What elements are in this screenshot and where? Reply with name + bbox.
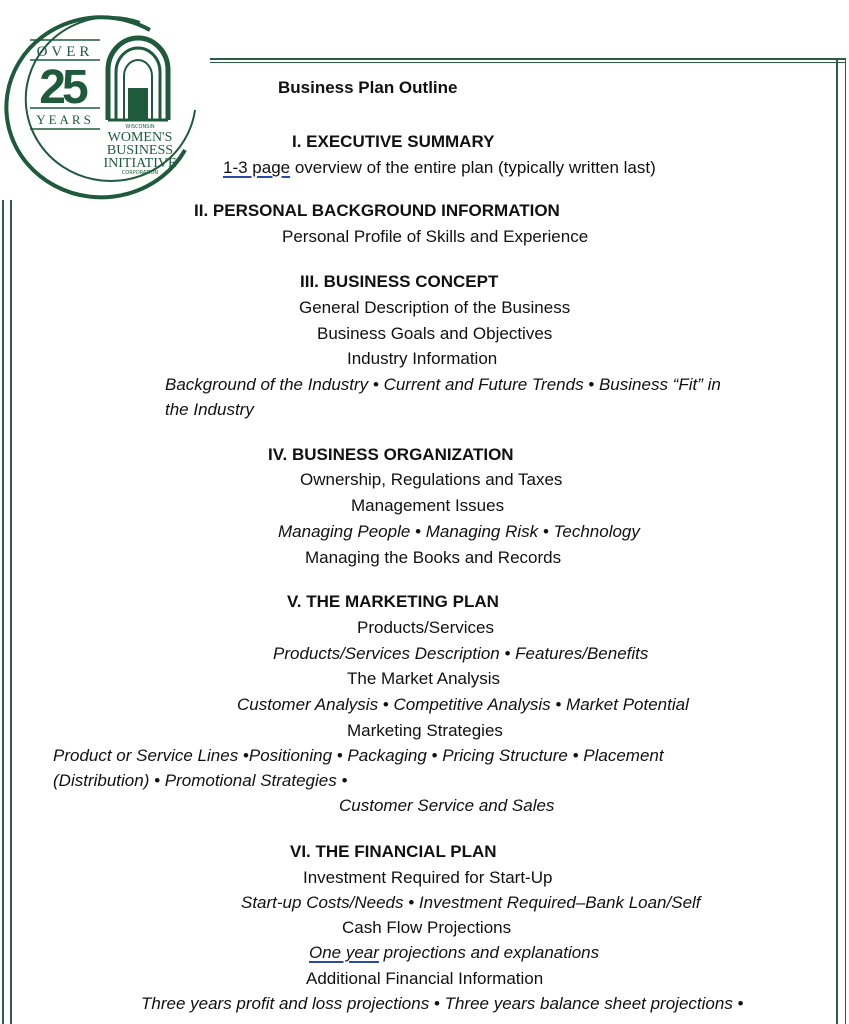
outline-item: Managing the Books and Records xyxy=(305,548,562,567)
outline-item: Industry Information xyxy=(347,349,498,368)
section-heading-personal-background: II. PERSONAL BACKGROUND INFORMATION xyxy=(194,201,560,220)
outline-item: Business Goals and Objectives xyxy=(317,324,553,343)
underlined-phrase: 1-3 page xyxy=(223,158,291,177)
outline-subitems: (Distribution) • Promotional Strategies • xyxy=(53,771,348,790)
section-heading-business-organization: IV. BUSINESS ORGANIZATION xyxy=(268,445,514,464)
logo-arch-icon xyxy=(108,38,168,120)
projections-text: projections and explanations xyxy=(378,943,600,962)
page-border-right xyxy=(836,58,846,1024)
logo-graphic xyxy=(0,0,205,200)
logo-over-text: OVER xyxy=(36,44,94,60)
outline-subitems: the Industry xyxy=(165,400,254,419)
logo-25-text: 25 xyxy=(39,61,85,114)
outline-item: General Description of the Business xyxy=(299,298,571,317)
logo-small-top-text: WISCONSIN xyxy=(125,124,155,130)
logo-small-bottom-text: CORPORATION xyxy=(121,170,159,176)
outline-item: Ownership, Regulations and Taxes xyxy=(300,470,563,489)
outline-item: Investment Required for Start-Up xyxy=(303,868,553,887)
executive-summary-line xyxy=(223,158,656,178)
logo-org-line-2: BUSINESS xyxy=(106,143,174,158)
underlined-phrase: One year xyxy=(309,943,379,962)
outline-subitems: Products/Services Description • Features/Benefits xyxy=(273,644,649,663)
outline-subitems: Customer Service and Sales xyxy=(339,796,555,815)
one-year-projections-line xyxy=(309,943,599,963)
section-heading-business-concept: III. BUSINESS CONCEPT xyxy=(300,272,499,291)
page-border-left xyxy=(2,198,12,1024)
outline-subitems: Three years profit and loss projections • Three years balance sheet projections • xyxy=(141,994,744,1013)
page-border-top xyxy=(210,58,846,63)
logo-years-text: YEARS xyxy=(36,112,94,127)
logo-org-line-3: INITIATIVE xyxy=(103,156,177,171)
section-heading-financial-plan: VI. THE FINANCIAL PLAN xyxy=(290,842,497,861)
outline-item: Marketing Strategies xyxy=(347,721,503,740)
outline-item: Additional Financial Information xyxy=(306,969,544,988)
outline-subitems: Start-up Costs/Needs • Investment Required–Bank Loan/Self xyxy=(241,893,701,912)
section-heading-executive-summary: I. EXECUTIVE SUMMARY xyxy=(292,132,495,151)
outline-subitems: Managing People • Managing Risk • Technology xyxy=(278,522,640,541)
logo-org-line-1: WOMEN'S xyxy=(107,130,173,145)
wbic-25-years-logo xyxy=(0,0,205,200)
section-heading-marketing-plan: V. THE MARKETING PLAN xyxy=(287,592,499,611)
outline-subitems: Product or Service Lines •Positioning • Packaging • Pricing Structure • Placement xyxy=(53,746,664,765)
document-title: Business Plan Outline xyxy=(278,78,458,97)
outline-item: Management Issues xyxy=(351,496,505,515)
outline-item: The Market Analysis xyxy=(347,669,501,688)
executive-summary-text: overview of the entire plan (typically written last) xyxy=(290,158,656,177)
outline-item: Personal Profile of Skills and Experience xyxy=(282,227,589,246)
outline-item: Cash Flow Projections xyxy=(342,918,512,937)
outline-item: Products/Services xyxy=(357,618,494,637)
outline-subitems: Background of the Industry • Current and Future Trends • Business “Fit” in xyxy=(165,375,721,394)
outline-subitems: Customer Analysis • Competitive Analysis • Market Potential xyxy=(237,695,689,714)
